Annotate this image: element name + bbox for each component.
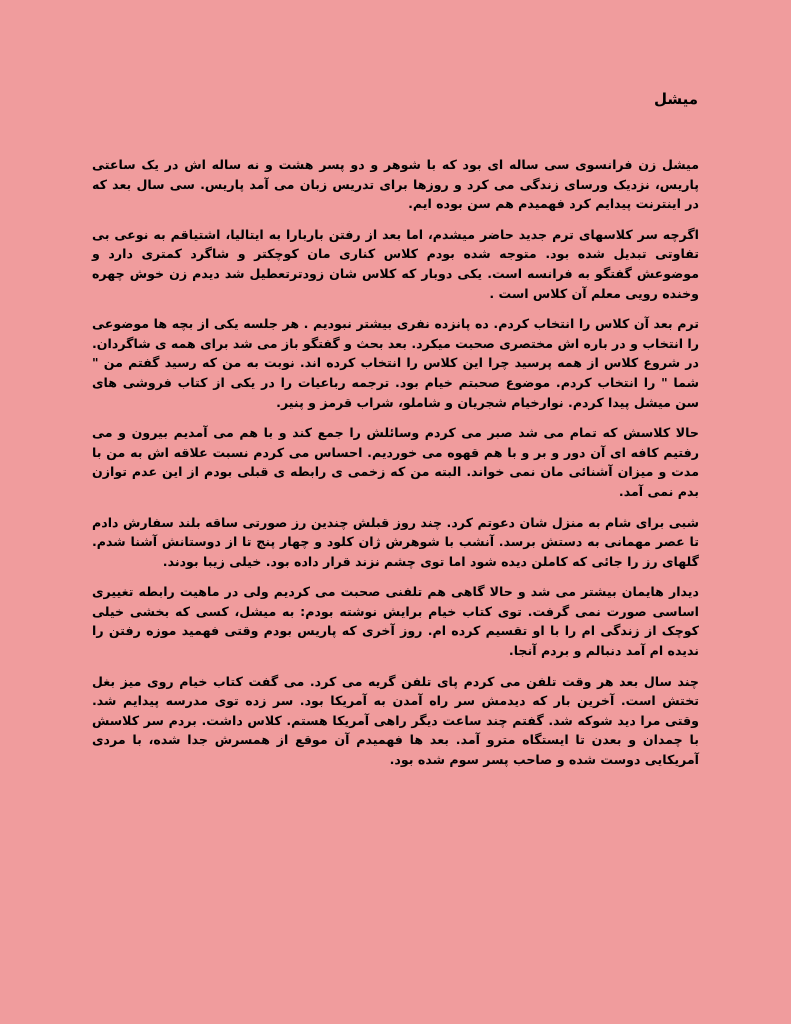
paragraph: چند سال بعد هر وقت تلفن می کردم پای تلفن گریه می کرد. می گفت کتاب خیام روی میز بغل تختش است. آخرین بار که دیدمش سر راه آمدن به آمریکا بود. سر زده توی مدرسه پیدایم شد. وقتی مرا دید شوکه شد. گفتم چند ساعت دیگر راهی آمریکا هستم. کلاس داشت. بردم سر کلاسش با چمدان و بعدن تا ایستگاه مترو آمد. بعد ها فهمیدم آن موقع از همسرش جدا شده، با مردی آمریکایی دوست شده و صاحب پسر سوم شده بود. (92, 673, 699, 768)
document-body (92, 155, 699, 781)
document-title: میشل (653, 90, 698, 108)
paragraph: شبی برای شام به منزل شان دعوتم کرد. چند روز قبلش چندین رز صورتی ساقه بلند سفارش دادم تا عصر مهمانی به دستش برسد. آنشب با شوهرش ژان کلود و چهار پنج تا از دوستانش آشنا شدم. گلهای رز را جائی که کاملن دیده شود اما توی چشم نزند قرار داده بود. خیلی زیبا بودند. (92, 514, 699, 569)
paragraph: دیدار هایمان بیشتر می شد و حالا گاهی هم تلفنی صحبت می کردیم ولی در ماهیت رابطه تغییری اساسی صورت نمی گرفت. توی کتاب خیام برایش نوشته بودم: به میشل، کسی که بخشی خیلی کوچک از زندگی ام را با او تقسیم کرده ام. روز آخری که پاریس بودم وقتی فهمید موزه رفتن را ندیده ام آمد دنبالم و بردم آنجا. (92, 584, 699, 659)
paragraph: ترم بعد آن کلاس را انتخاب کردم. ده پانزده نفری بیشتر نبودیم . هر جلسه یکی از بچه ها موضوعی را انتخاب و در باره اش مختصری صحبت میکرد. بعد بحث و گفتگو باز می شد برای همه ی شاگردان. در شروع کلاس از همه پرسید چرا این کلاس را انتخاب کرده اند. نوبت به من که رسید گفتم من " شما " را انتخاب کردم. موضوع صحبتم خیام بود. ترجمه رباعیات را در یکی از کتاب فروشی های سن میشل پیدا کردم. نوارخیام شجریان و شاملو، شراب قرمز و پنیر. (92, 316, 699, 410)
paragraph: اگرچه سر کلاسهای ترم جدید حاضر میشدم، اما بعد از رفتن باربارا به ایتالیا، اشتیاقم به نوعی بی تفاوتی تبدیل شده بود. متوجه شده بودم کلاس کناری مان کوچکتر و شاگرد کمتری دارد و موضوعش گفتگو به فرانسه است. یکی دوبار که کلاس شان زودترتعطیل شد دیدم زن خوش چهره وخنده رویی معلم آن کلاس است . (92, 226, 699, 301)
paragraph: حالا کلاسش که تمام می شد صبر می کردم وسائلش را جمع کند و با هم می آمدیم بیرون و می رفتیم کافه ای آن دور و بر و با هم قهوه می خوردیم. احساس می کردم نسبت علاقه اش به من با مدت و میزان آشنائی مان نمی خواند. البته من که زخمی ی رابطه ی قبلی بودم از این عدم توازن بدم نمی آمد. (92, 425, 699, 499)
paragraph: میشل زن فرانسوی سی ساله ای بود که با شوهر و دو پسر هشت و نه ساله اش در یک ساعتی پاریس، نزدیک ورسای زندگی می کرد و روزها برای تدریس زبان می آمد پاریس. سی سال بعد که در اینترنت پیدایم کرد فهمیدم هم سن بوده ایم. (92, 157, 699, 212)
